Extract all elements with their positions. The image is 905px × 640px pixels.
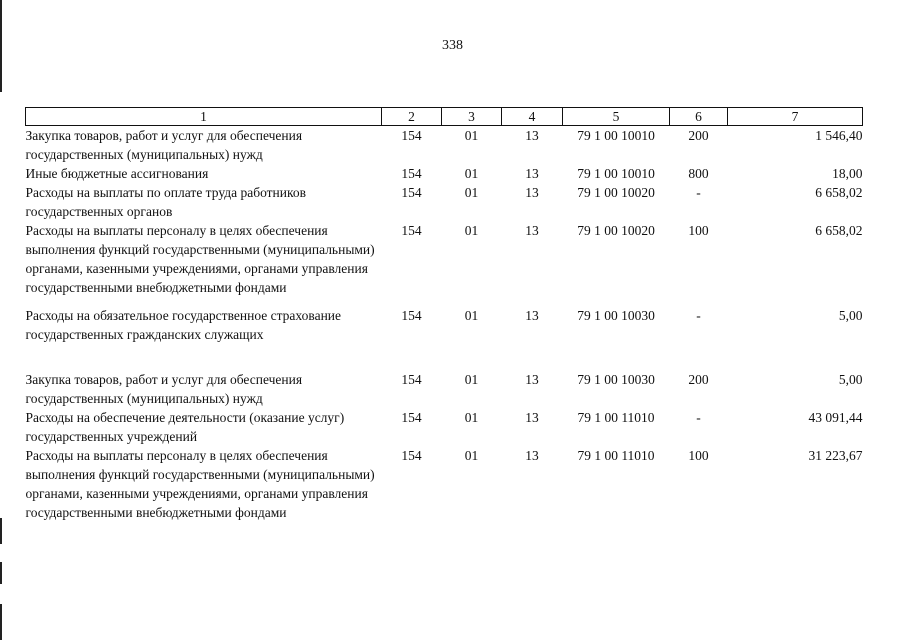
ministry-code: 154: [401, 128, 422, 143]
subsection-code: 13: [525, 166, 539, 181]
expense-name: Расходы на выплаты персоналу в целях обеспечения выполнения функций государственными (муниципальными) органами, казенными учреждениями, органами управления государственными внебюджетными фондами: [25, 223, 375, 295]
target-article-code: 79 1 00 10010: [577, 166, 655, 181]
section-code: 01: [464, 372, 479, 387]
table-row: [26, 126, 863, 165]
section-code: 01: [464, 410, 479, 425]
amount: 43 091,44: [808, 410, 863, 425]
subsection-code: 13: [525, 185, 539, 200]
ministry-code: 154: [401, 308, 422, 323]
expense-type-code: 100: [688, 223, 709, 238]
column-header: 2: [382, 108, 442, 126]
scan-margin-mark: [0, 604, 2, 640]
expense-name: Иные бюджетные ассигнования: [25, 166, 209, 181]
column-header: 6: [670, 108, 728, 126]
amount: 31 223,67: [808, 448, 863, 463]
expense-type-code: -: [696, 410, 701, 425]
section-code: 01: [464, 185, 479, 200]
target-article-code: 79 1 00 10020: [577, 223, 655, 238]
expense-name: Закупка товаров, работ и услуг для обеспечения государственных (муниципальных) нужд: [25, 128, 303, 162]
subsection-code: 13: [525, 223, 539, 238]
column-header: 7: [728, 108, 863, 126]
ministry-code: 154: [401, 166, 422, 181]
ministry-code: 154: [401, 410, 422, 425]
column-header: 1: [26, 108, 382, 126]
expense-name: Расходы на обязательное государственное страхование государственных гражданских служащих: [25, 308, 342, 342]
section-code: 01: [464, 308, 479, 323]
table-row: [26, 183, 863, 221]
subsection-code: 13: [525, 372, 539, 387]
ministry-code: 154: [401, 223, 422, 238]
target-article-code: 79 1 00 10010: [577, 128, 655, 143]
expense-type-code: 200: [688, 372, 709, 387]
amount: 6 658,02: [815, 185, 863, 200]
expense-name: Расходы на выплаты персоналу в целях обеспечения выполнения функций государственными (муниципальными) органами, казенными учреждениями, органами управления государственными внебюджетными фондами: [25, 448, 375, 520]
subsection-code: 13: [525, 308, 539, 323]
amount: 5,00: [838, 308, 863, 323]
amount: 5,00: [838, 372, 863, 387]
page-number: 338: [442, 38, 463, 53]
table-header-row: [26, 108, 863, 126]
target-article-code: 79 1 00 10020: [577, 185, 655, 200]
subsection-code: 13: [525, 448, 539, 463]
expense-name: Расходы на выплаты по оплате труда работников государственных органов: [25, 185, 306, 219]
section-code: 01: [464, 128, 479, 143]
target-article-code: 79 1 00 10030: [577, 308, 655, 323]
expense-type-code: -: [696, 185, 701, 200]
subsection-code: 13: [525, 410, 539, 425]
expense-type-code: -: [696, 308, 701, 323]
expense-type-code: 100: [688, 448, 709, 463]
column-header: 4: [502, 108, 563, 126]
expense-type-code: 800: [688, 166, 709, 181]
table-row: [26, 221, 863, 306]
amount: 1 546,40: [815, 128, 863, 143]
scan-margin-mark: [0, 562, 2, 584]
target-article-code: 79 1 00 11010: [577, 410, 655, 425]
budget-table: [25, 107, 863, 522]
table-row: [26, 306, 863, 370]
subsection-code: 13: [525, 128, 539, 143]
section-code: 01: [464, 223, 479, 238]
table-row: [26, 446, 863, 522]
scan-margin-mark: [0, 518, 2, 544]
expense-name: Закупка товаров, работ и услуг для обеспечения государственных (муниципальных) нужд: [25, 372, 303, 406]
section-code: 01: [464, 448, 479, 463]
expense-type-code: 200: [688, 128, 709, 143]
ministry-code: 154: [401, 372, 422, 387]
column-header: 5: [563, 108, 670, 126]
table-row: [26, 408, 863, 446]
table-row: [26, 370, 863, 408]
ministry-code: 154: [401, 185, 422, 200]
target-article-code: 79 1 00 11010: [577, 448, 655, 463]
amount: 18,00: [832, 166, 863, 181]
section-code: 01: [464, 166, 479, 181]
target-article-code: 79 1 00 10030: [577, 372, 655, 387]
amount: 6 658,02: [815, 223, 863, 238]
expense-name: Расходы на обеспечение деятельности (оказание услуг) государственных учреждений: [25, 410, 345, 444]
ministry-code: 154: [401, 448, 422, 463]
table-row: [26, 164, 863, 183]
column-header: 3: [442, 108, 502, 126]
